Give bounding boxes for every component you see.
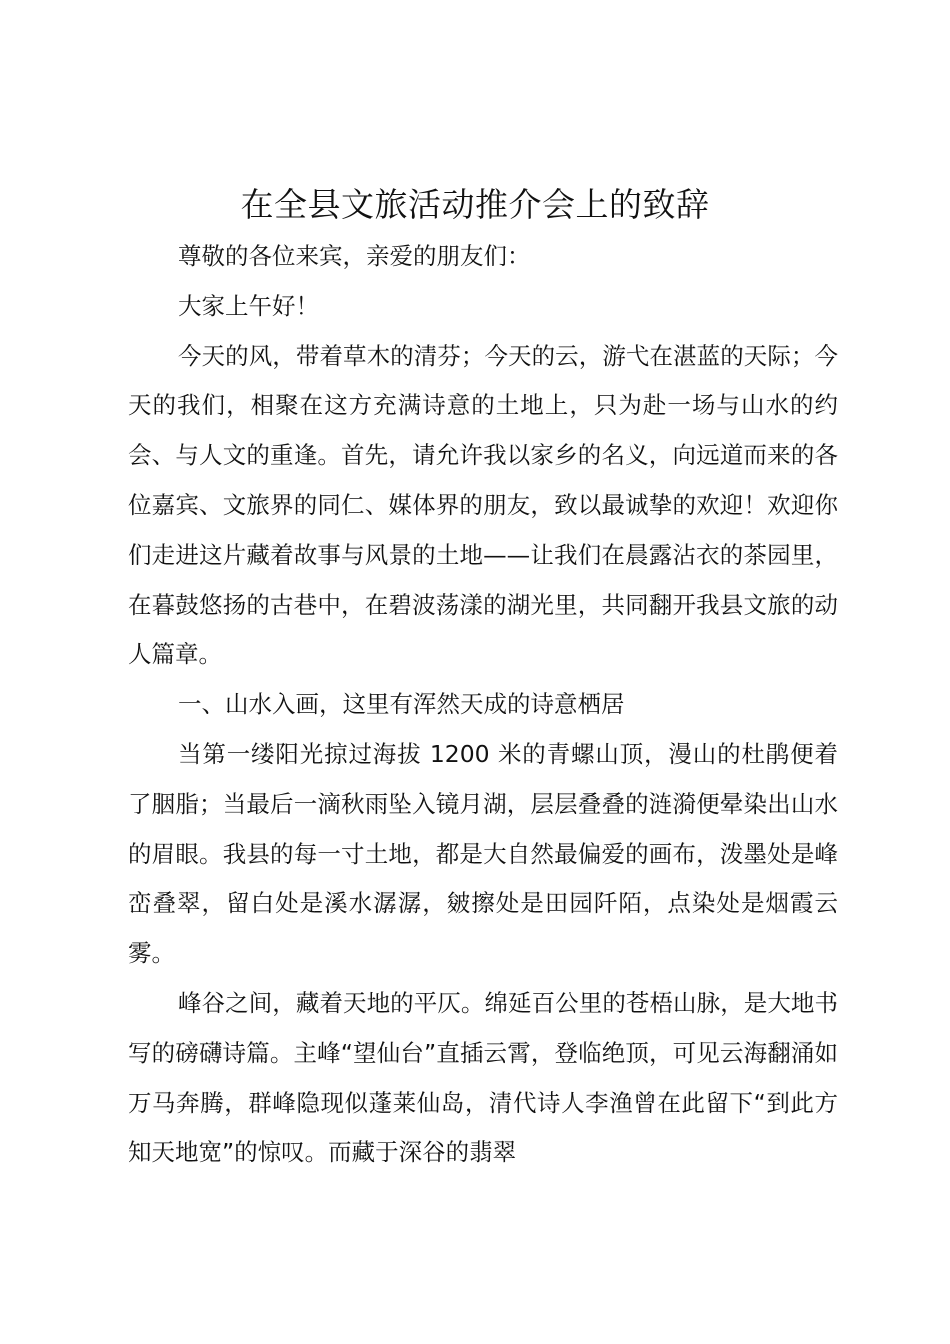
document-body [128,232,838,1178]
welcome-paragraph: 今天的风，带着草木的清芬；今天的云，游弋在湛蓝的天际；今天的我们，相聚在这方充满诗意的土地上，只为赴一场与山水的约会、与人文的重逢。首先，请允许我以家乡的名义，向远道而来的各位嘉宾、文旅界的同仁、媒体界的朋友，致以最诚挚的欢迎！欢迎你们走进这片藏着故事与风景的土地——让我们在晨露沾衣的茶园里，在暮鼓悠扬的古巷中，在碧波荡漾的湖光里，共同翻开我县文旅的动人篇章。 [128,341,838,669]
section-heading: 一、山水入画，这里有浑然天成的诗意栖居 [178,690,625,719]
salutation-paragraph: 尊敬的各位来宾，亲爱的朋友们： [178,242,531,270]
document-title: 在全县文旅活动推介会上的致辞 [240,185,710,224]
mountains-paragraph: 峰谷之间，藏着天地的平仄。绵延百公里的苍梧山脉，是大地书写的磅礴诗篇。主峰“望仙台”直插云霄，登临绝顶，可见云海翻涌如万马奔腾，群峰隐现似蓬莱仙岛，清代诗人李渔曾在此留下“到此方知天地宽”的惊叹。而藏于深谷的翡翠 [128,988,838,1167]
landscape-paragraph: 当第一缕阳光掠过海拔 1200 米的青螺山顶，漫山的杜鹃便着了胭脂；当最后一滴秋雨坠入镜月湖，层层叠叠的涟漪便晕染出山水的眉眼。我县的每一寸土地，都是大自然最偏爱的画布，泼墨处是峰峦叠翠，留白处是溪水潺潺，皴擦处是田园阡陌，点染处是烟霞云雾。 [128,739,838,968]
greeting-paragraph: 大家上午好！ [178,291,319,320]
